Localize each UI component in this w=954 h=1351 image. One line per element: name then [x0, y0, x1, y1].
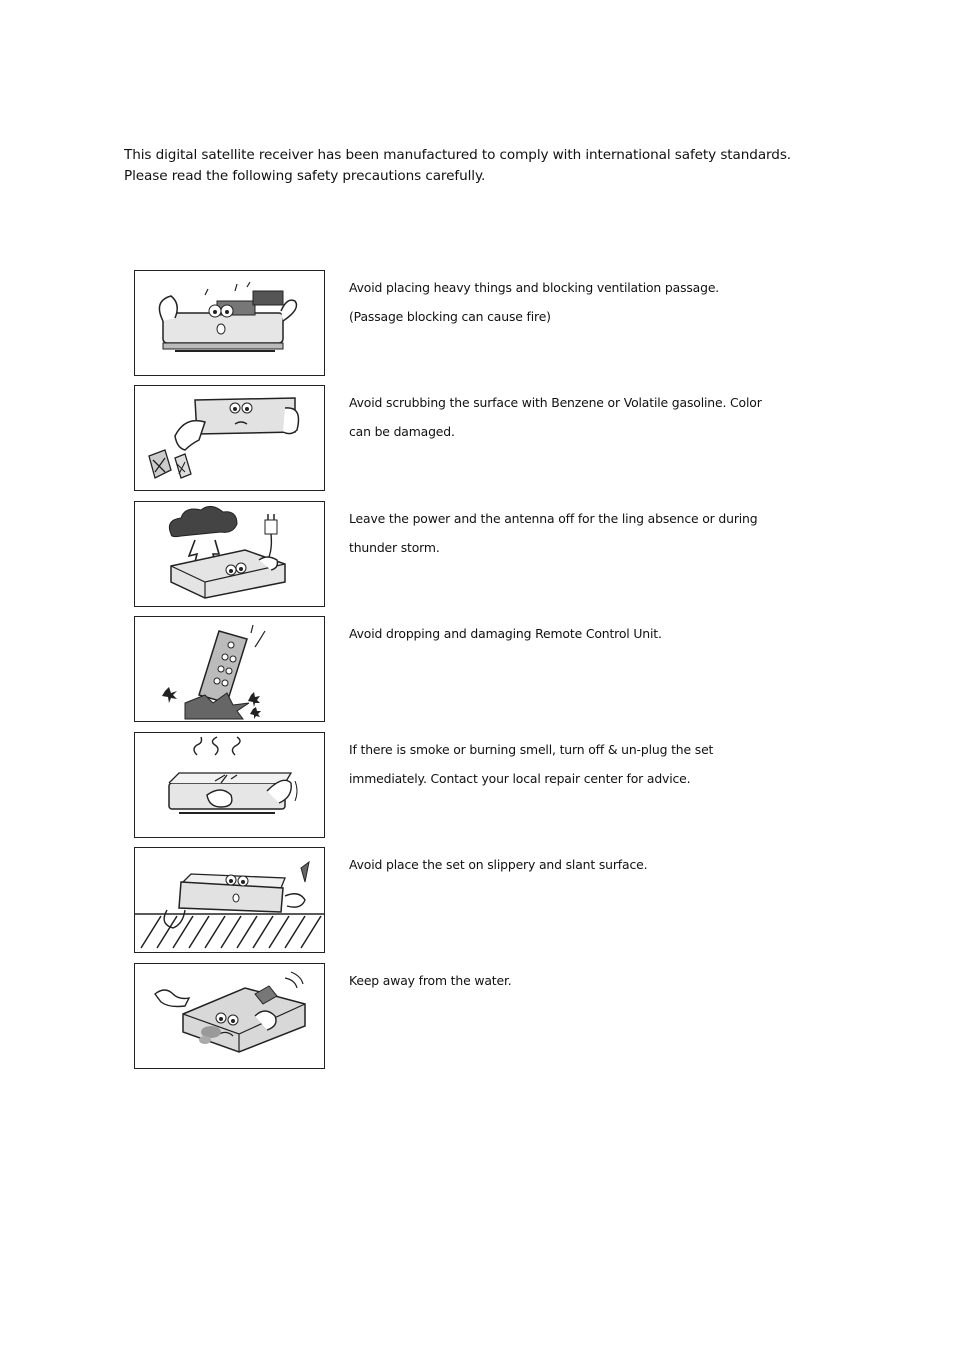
precaution-line: Avoid place the set on slippery and slant surface. [349, 857, 648, 872]
precaution-line: thunder storm. [349, 540, 440, 555]
precaution-line: immediately. Contact your local repair center for advice. [349, 771, 691, 786]
thunder-storm-unplug-icon [134, 501, 325, 607]
precaution-line: (Passage blocking can cause fire) [349, 309, 551, 324]
precaution-text [349, 619, 769, 648]
benzene-scrubbing-icon [134, 385, 325, 491]
precaution-item [134, 385, 774, 491]
precaution-item [134, 616, 774, 722]
precaution-line: Avoid dropping and damaging Remote Control Unit. [349, 626, 662, 641]
precaution-text [349, 273, 769, 331]
precaution-item [134, 732, 774, 838]
precaution-item [134, 963, 774, 1069]
precaution-line: Keep away from the water. [349, 973, 512, 988]
water-hazard-icon [134, 963, 325, 1069]
slippery-surface-icon [134, 847, 325, 953]
precaution-line: can be damaged. [349, 424, 455, 439]
precaution-item [134, 847, 774, 953]
precaution-line: If there is smoke or burning smell, turn off & un-plug the set [349, 742, 714, 757]
precaution-text [349, 504, 769, 562]
smoke-burning-smell-icon [134, 732, 325, 838]
precaution-text [349, 966, 769, 995]
precaution-line: Leave the power and the antenna off for the ling absence or during [349, 511, 758, 526]
heavy-object-on-receiver-icon [134, 270, 325, 376]
intro-paragraph: This digital satellite receiver has been manufactured to comply with international safety standards. Please read the following safety precautions carefully. [124, 146, 792, 184]
precaution-item [134, 501, 774, 607]
precaution-text [349, 388, 769, 446]
precaution-text [349, 735, 769, 793]
precaution-item [134, 270, 774, 376]
precaution-line: Avoid scrubbing the surface with Benzene or Volatile gasoline. Color [349, 395, 762, 410]
dropped-remote-icon [134, 616, 325, 722]
precaution-text [349, 850, 769, 879]
precaution-line: Avoid placing heavy things and blocking ventilation passage. [349, 280, 720, 295]
